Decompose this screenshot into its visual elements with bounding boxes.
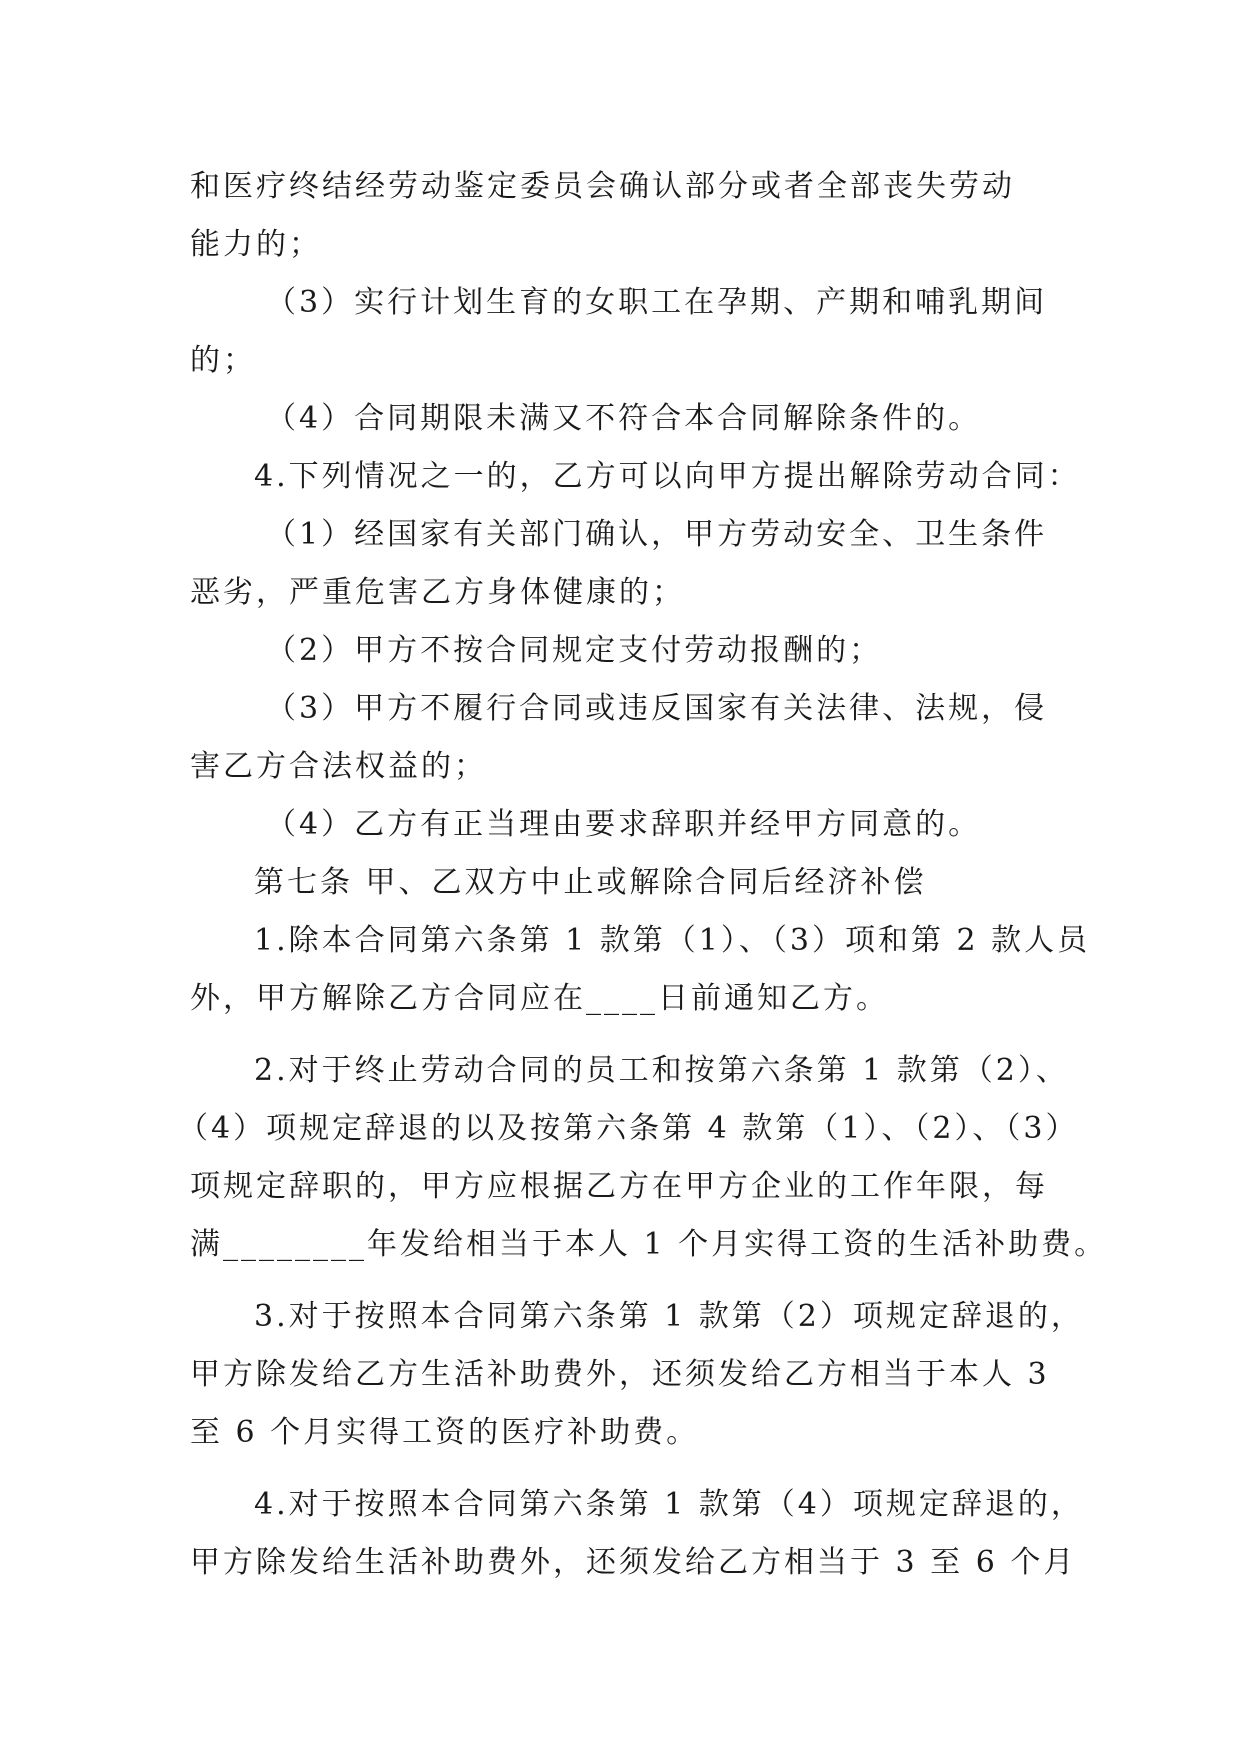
text-line-20: 3.对于按照本合同第六条第 1 款第（2）项规定辞退的， bbox=[254, 1299, 1084, 1334]
text-line-5: （4）合同期限未满又不符合本合同解除条件的。 bbox=[266, 401, 982, 436]
text-line-2: 能力的； bbox=[190, 227, 322, 262]
text-line-10: （3）甲方不履行合同或违反国家有关法律、法规，侵 bbox=[266, 691, 1048, 726]
text-line-9: （2）甲方不按合同规定支付劳动报酬的； bbox=[266, 633, 883, 668]
text-line-23: 4.对于按照本合同第六条第 1 款第（4）项规定辞退的， bbox=[254, 1487, 1084, 1522]
text-line-14: 1.除本合同第六条第 1 款第（1）、（3）项和第 2 款人员 bbox=[254, 923, 1091, 958]
text-line-17: （4）项规定辞退的以及按第六条第 4 款第（1）、（2）、（3） bbox=[178, 1111, 1079, 1146]
section-heading: 第七条 甲、乙双方中止或解除合同后经济补偿 bbox=[254, 865, 927, 900]
text-line-8: 恶劣，严重危害乙方身体健康的； bbox=[190, 575, 685, 610]
text-line-22: 至 6 个月实得工资的医疗补助费。 bbox=[190, 1415, 700, 1450]
text-line-7: （1）经国家有关部门确认，甲方劳动安全、卫生条件 bbox=[266, 517, 1048, 552]
text-line-24: 甲方除发给生活补助费外，还须发给乙方相当于 3 至 6 个月 bbox=[190, 1545, 1077, 1580]
contract-text bbox=[178, 158, 1108, 1592]
text-line-16: 2.对于终止劳动合同的员工和按第六条第 1 款第（2）、 bbox=[254, 1053, 1069, 1088]
text-line-3: （3）实行计划生育的女职工在孕期、产期和哺乳期间 bbox=[266, 285, 1048, 320]
text-line-21: 甲方除发给乙方生活补助费外，还须发给乙方相当于本人 3 bbox=[190, 1357, 1050, 1392]
text-line-15: 外，甲方解除乙方合同应在____日前通知乙方。 bbox=[190, 981, 889, 1016]
text-line-6: 4.下列情况之一的，乙方可以向甲方提出解除劳动合同： bbox=[254, 459, 1081, 494]
text-line-18: 项规定辞职的，甲方应根据乙方在甲方企业的工作年限，每 bbox=[190, 1169, 1048, 1204]
text-line-19: 满________年发给相当于本人 1 个月实得工资的生活补助费。 bbox=[190, 1227, 1108, 1262]
text-line-1: 和医疗终结经劳动鉴定委员会确认部分或者全部丧失劳动 bbox=[190, 169, 1015, 204]
text-line-12: （4）乙方有正当理由要求辞职并经甲方同意的。 bbox=[266, 807, 982, 842]
text-line-11: 害乙方合法权益的； bbox=[190, 749, 487, 784]
text-line-4: 的； bbox=[190, 343, 256, 378]
